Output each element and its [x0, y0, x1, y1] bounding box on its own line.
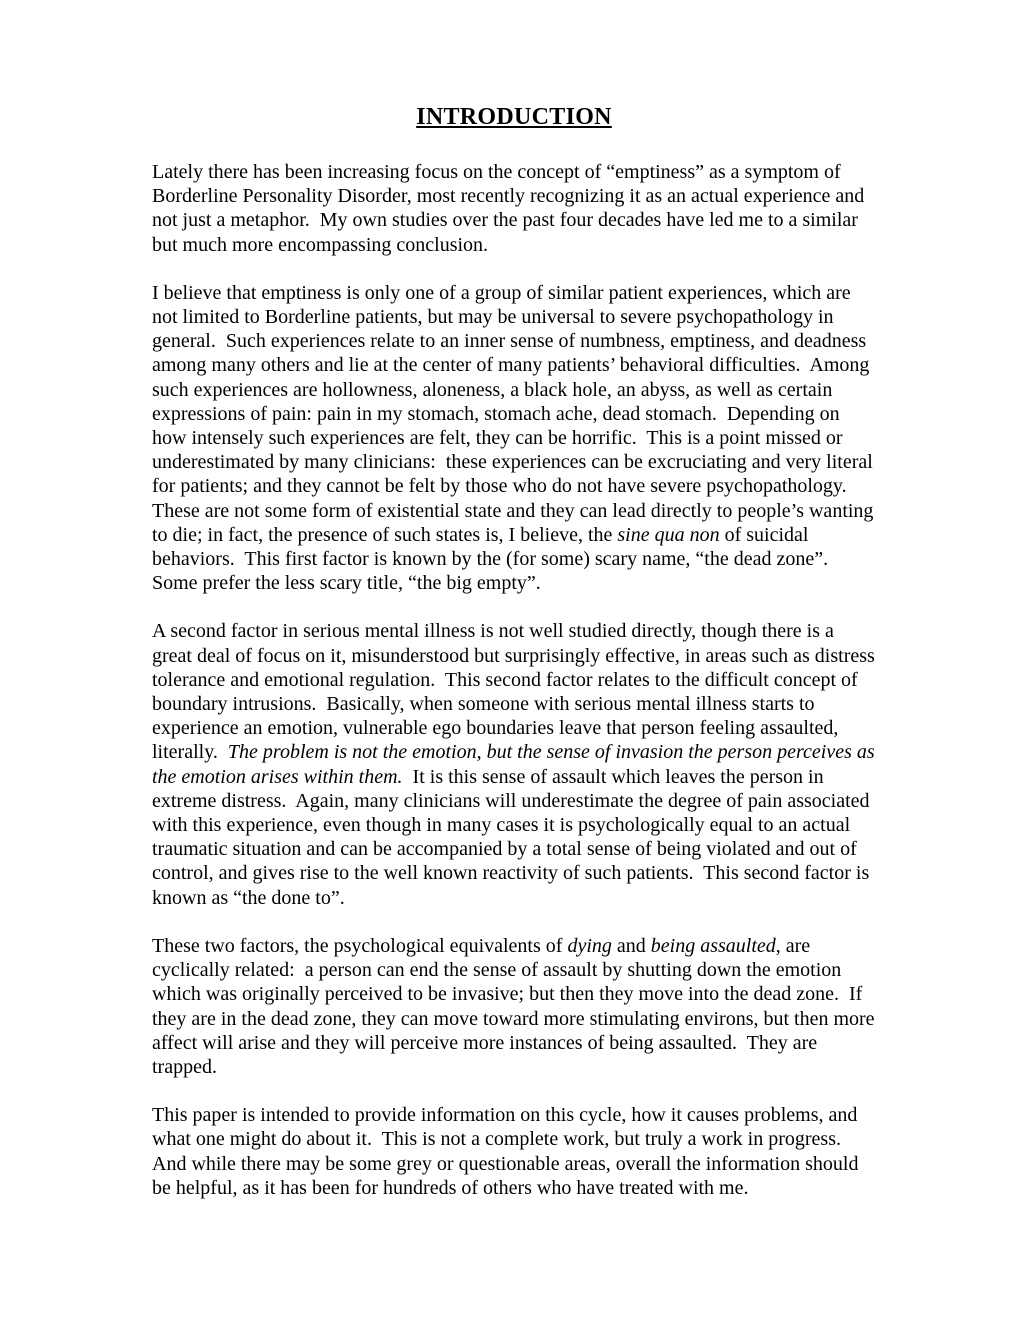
paragraph [152, 934, 880, 1079]
text-run: This paper is intended to provide information on this cycle, how it causes problems, and what one might do about it. This is not a complete work, but truly a work in progress. And while there may be some grey or questionable areas, overall the information should be helpful, as it has been for hundreds of others who have treated with me. [152, 1104, 864, 1199]
text-run: I believe that emptiness is only one of a group of similar patient experiences, which are not limited to Borderline patients, but may be universal to severe psychopathology in general. Such experiences relate to an inner sense of numbness, emptiness, and deadness among many others and lie at the center of many patients’ behavioral difficulties. Among such experiences are hollowness, aloneness, a black hole, an abyss, as well as certain expressions of pain: pain in my stomach, stomach ache, dead stomach. Depending on how intensely such experiences are felt, they can be horrific. This is a point missed or underestimated by many clinicians: these experiences can be excruciating and very literal for patients; and they cannot be felt by those who do not have severe psychopathology. These are not some form of existential state and they can lead directly to people’s wanting to die; in fact, the presence of such states is, I believe, the [152, 281, 879, 546]
document-content [152, 104, 880, 1224]
document-body [152, 160, 880, 1200]
text-run: It is this sense of assault which leaves the person in extreme distress. Again, many clinicians will underestimate the degree of pain associated with this experience, even though in many cases it is psychologically equal to an actual traumatic situation and can be accompanied by a total sense of being violated and out of control, and gives rise to the well known reactivity of such patients. This second factor is known as “the done to”. [152, 765, 875, 909]
italic-text-run: being assaulted [650, 934, 776, 957]
document-title: INTRODUCTION [416, 104, 612, 130]
text-run: These two factors, the psychological equivalents of [152, 934, 568, 957]
paragraph [152, 281, 879, 596]
text-run: A second factor in serious mental illness is not well studied directly, though there is a great deal of focus on it, misunderstood but surprisingly effective, in areas such as distress tolerance and emotional regulation. This second factor relates to the difficult concept of boundary intrusions. Basically, when someone with serious mental illness starts to experience an emotion, vulnerable ego boundaries leave that person feeling assaulted, literally. [152, 620, 880, 764]
paragraph [152, 619, 880, 909]
italic-text-run: sine qua non [617, 523, 720, 546]
text-run: , are cyclically related: a person can end the sense of assault by shutting down the emotion which was originally perceived to be invasive; but then they move into the dead zone. If they are in the dead zone, they can move toward more stimulating environs, but then more affect will arise and they will perceive more instances of being assaulted. They are trapped. [152, 934, 880, 1078]
paragraph [152, 160, 876, 257]
text-run: and [611, 934, 651, 957]
text-run: of suicidal behaviors. This first factor is known by the (for some) scary name, “the dead zone”. Some prefer the less scary title, “the big empty”. [152, 523, 839, 595]
italic-text-run: dying [567, 934, 612, 957]
italic-text-run: The problem is not the emotion, but the sense of invasion the person perceives as the emotion arises within them. [152, 741, 880, 788]
paragraph [152, 1103, 876, 1200]
text-run: Lately there has been increasing focus on the concept of “emptiness” as a symptom of Borderline Personality Disorder, most recently recognizing it as an actual experience and not just a metaphor. My own studies over the past four decades have led me to a similar but much more encompassing conclusion. [152, 161, 870, 256]
